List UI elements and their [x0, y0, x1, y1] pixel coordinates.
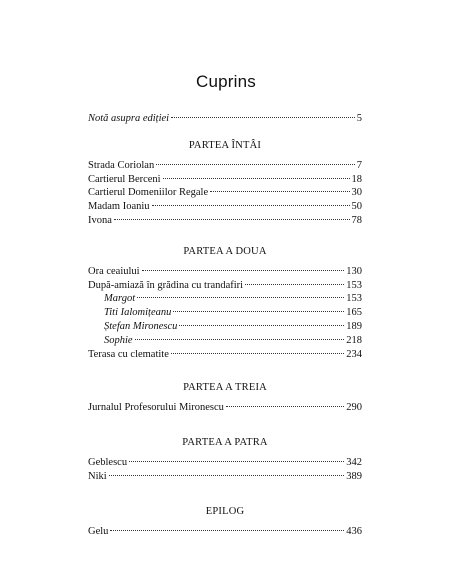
entry-label: Sophie	[104, 334, 133, 346]
dot-leader	[129, 461, 344, 462]
toc-entry	[88, 173, 362, 187]
dot-leader	[156, 164, 355, 165]
dot-leader	[171, 117, 355, 118]
toc-entry	[88, 525, 362, 539]
dot-leader	[137, 297, 344, 298]
entry-label: Geblescu	[88, 457, 128, 469]
dot-leader	[114, 219, 350, 220]
entry-page: 153	[346, 293, 362, 305]
entry-page: 78	[351, 214, 362, 226]
section-heading: PARTEA A TREIA	[183, 382, 267, 394]
dot-leader	[110, 530, 344, 531]
toc-entry	[88, 186, 362, 200]
toc-entry-intro	[88, 112, 362, 126]
entry-label: Notă asupra ediției	[88, 113, 170, 124]
entry-page: 18	[351, 173, 362, 185]
entry-page: 234	[346, 348, 362, 360]
toc-entry	[88, 265, 362, 279]
section-partea-a-doua	[88, 245, 362, 362]
entry-label: După-amiază în grădina cu trandafiri	[88, 279, 244, 291]
section-heading: EPILOG	[205, 505, 245, 517]
dot-leader	[142, 270, 345, 271]
section-partea-a-patra	[88, 436, 362, 484]
section-heading: PARTEA ÎNTÂI	[188, 139, 262, 151]
entry-label: Titi Ialomițeanu	[104, 307, 172, 319]
entry-page: 165	[346, 307, 362, 319]
toc-entry	[88, 470, 362, 484]
entry-label: Niki	[88, 470, 107, 482]
toc-entry	[88, 200, 362, 214]
dot-leader	[171, 353, 344, 354]
toc-entry	[88, 159, 362, 173]
entry-page: 389	[346, 470, 362, 482]
entry-page: 290	[346, 402, 362, 414]
toc-subentry	[88, 292, 362, 306]
entry-label: Margot	[104, 293, 136, 305]
entry-page: 342	[346, 457, 362, 469]
dot-leader	[226, 406, 344, 407]
section-epilog	[88, 505, 362, 539]
toc-subentry	[88, 320, 362, 334]
entry-label: Gelu	[88, 525, 109, 537]
entry-page: 30	[351, 187, 362, 199]
dot-leader	[109, 475, 345, 476]
toc-entry	[88, 348, 362, 362]
page-title: Cuprins	[196, 72, 256, 91]
entry-page: 189	[346, 320, 362, 332]
entry-label: Ivona	[88, 214, 112, 226]
section-heading: PARTEA A DOUA	[183, 245, 267, 257]
entry-page: 50	[351, 201, 362, 213]
toc-entry	[88, 279, 362, 293]
entry-label: Cartierul Berceni	[88, 173, 161, 185]
section-heading: PARTEA A PATRA	[182, 437, 268, 449]
table-of-contents	[88, 112, 362, 539]
entry-label: Strada Coriolan	[88, 159, 155, 171]
section-partea-a-treia	[88, 381, 362, 415]
entry-page: 218	[346, 334, 362, 346]
dot-leader	[152, 205, 350, 206]
entry-page: 7	[356, 159, 362, 171]
toc-subentry	[88, 306, 362, 320]
entry-page: 436	[346, 525, 362, 537]
section-partea-intai	[88, 139, 362, 228]
toc-entry	[88, 401, 362, 415]
dot-leader	[173, 311, 344, 312]
toc-entry	[88, 456, 362, 470]
entry-label: Ora ceaiului	[88, 265, 140, 277]
dot-leader	[245, 284, 344, 285]
dot-leader	[210, 191, 349, 192]
dot-leader	[135, 339, 345, 340]
entry-label: Ștefan Mironescu	[104, 320, 178, 332]
entry-page: 130	[346, 265, 362, 277]
entry-label: Jurnalul Profesorului Mironescu	[88, 402, 224, 414]
dot-leader	[179, 325, 344, 326]
entry-label: Madam Ioaniu	[88, 201, 150, 213]
entry-label: Terasa cu clematite	[88, 348, 169, 360]
entry-page: 153	[346, 279, 362, 291]
toc-entry	[88, 214, 362, 228]
entry-page: 5	[356, 113, 362, 124]
dot-leader	[163, 178, 350, 179]
toc-subentry	[88, 334, 362, 348]
entry-label: Cartierul Domeniilor Regale	[88, 187, 209, 199]
